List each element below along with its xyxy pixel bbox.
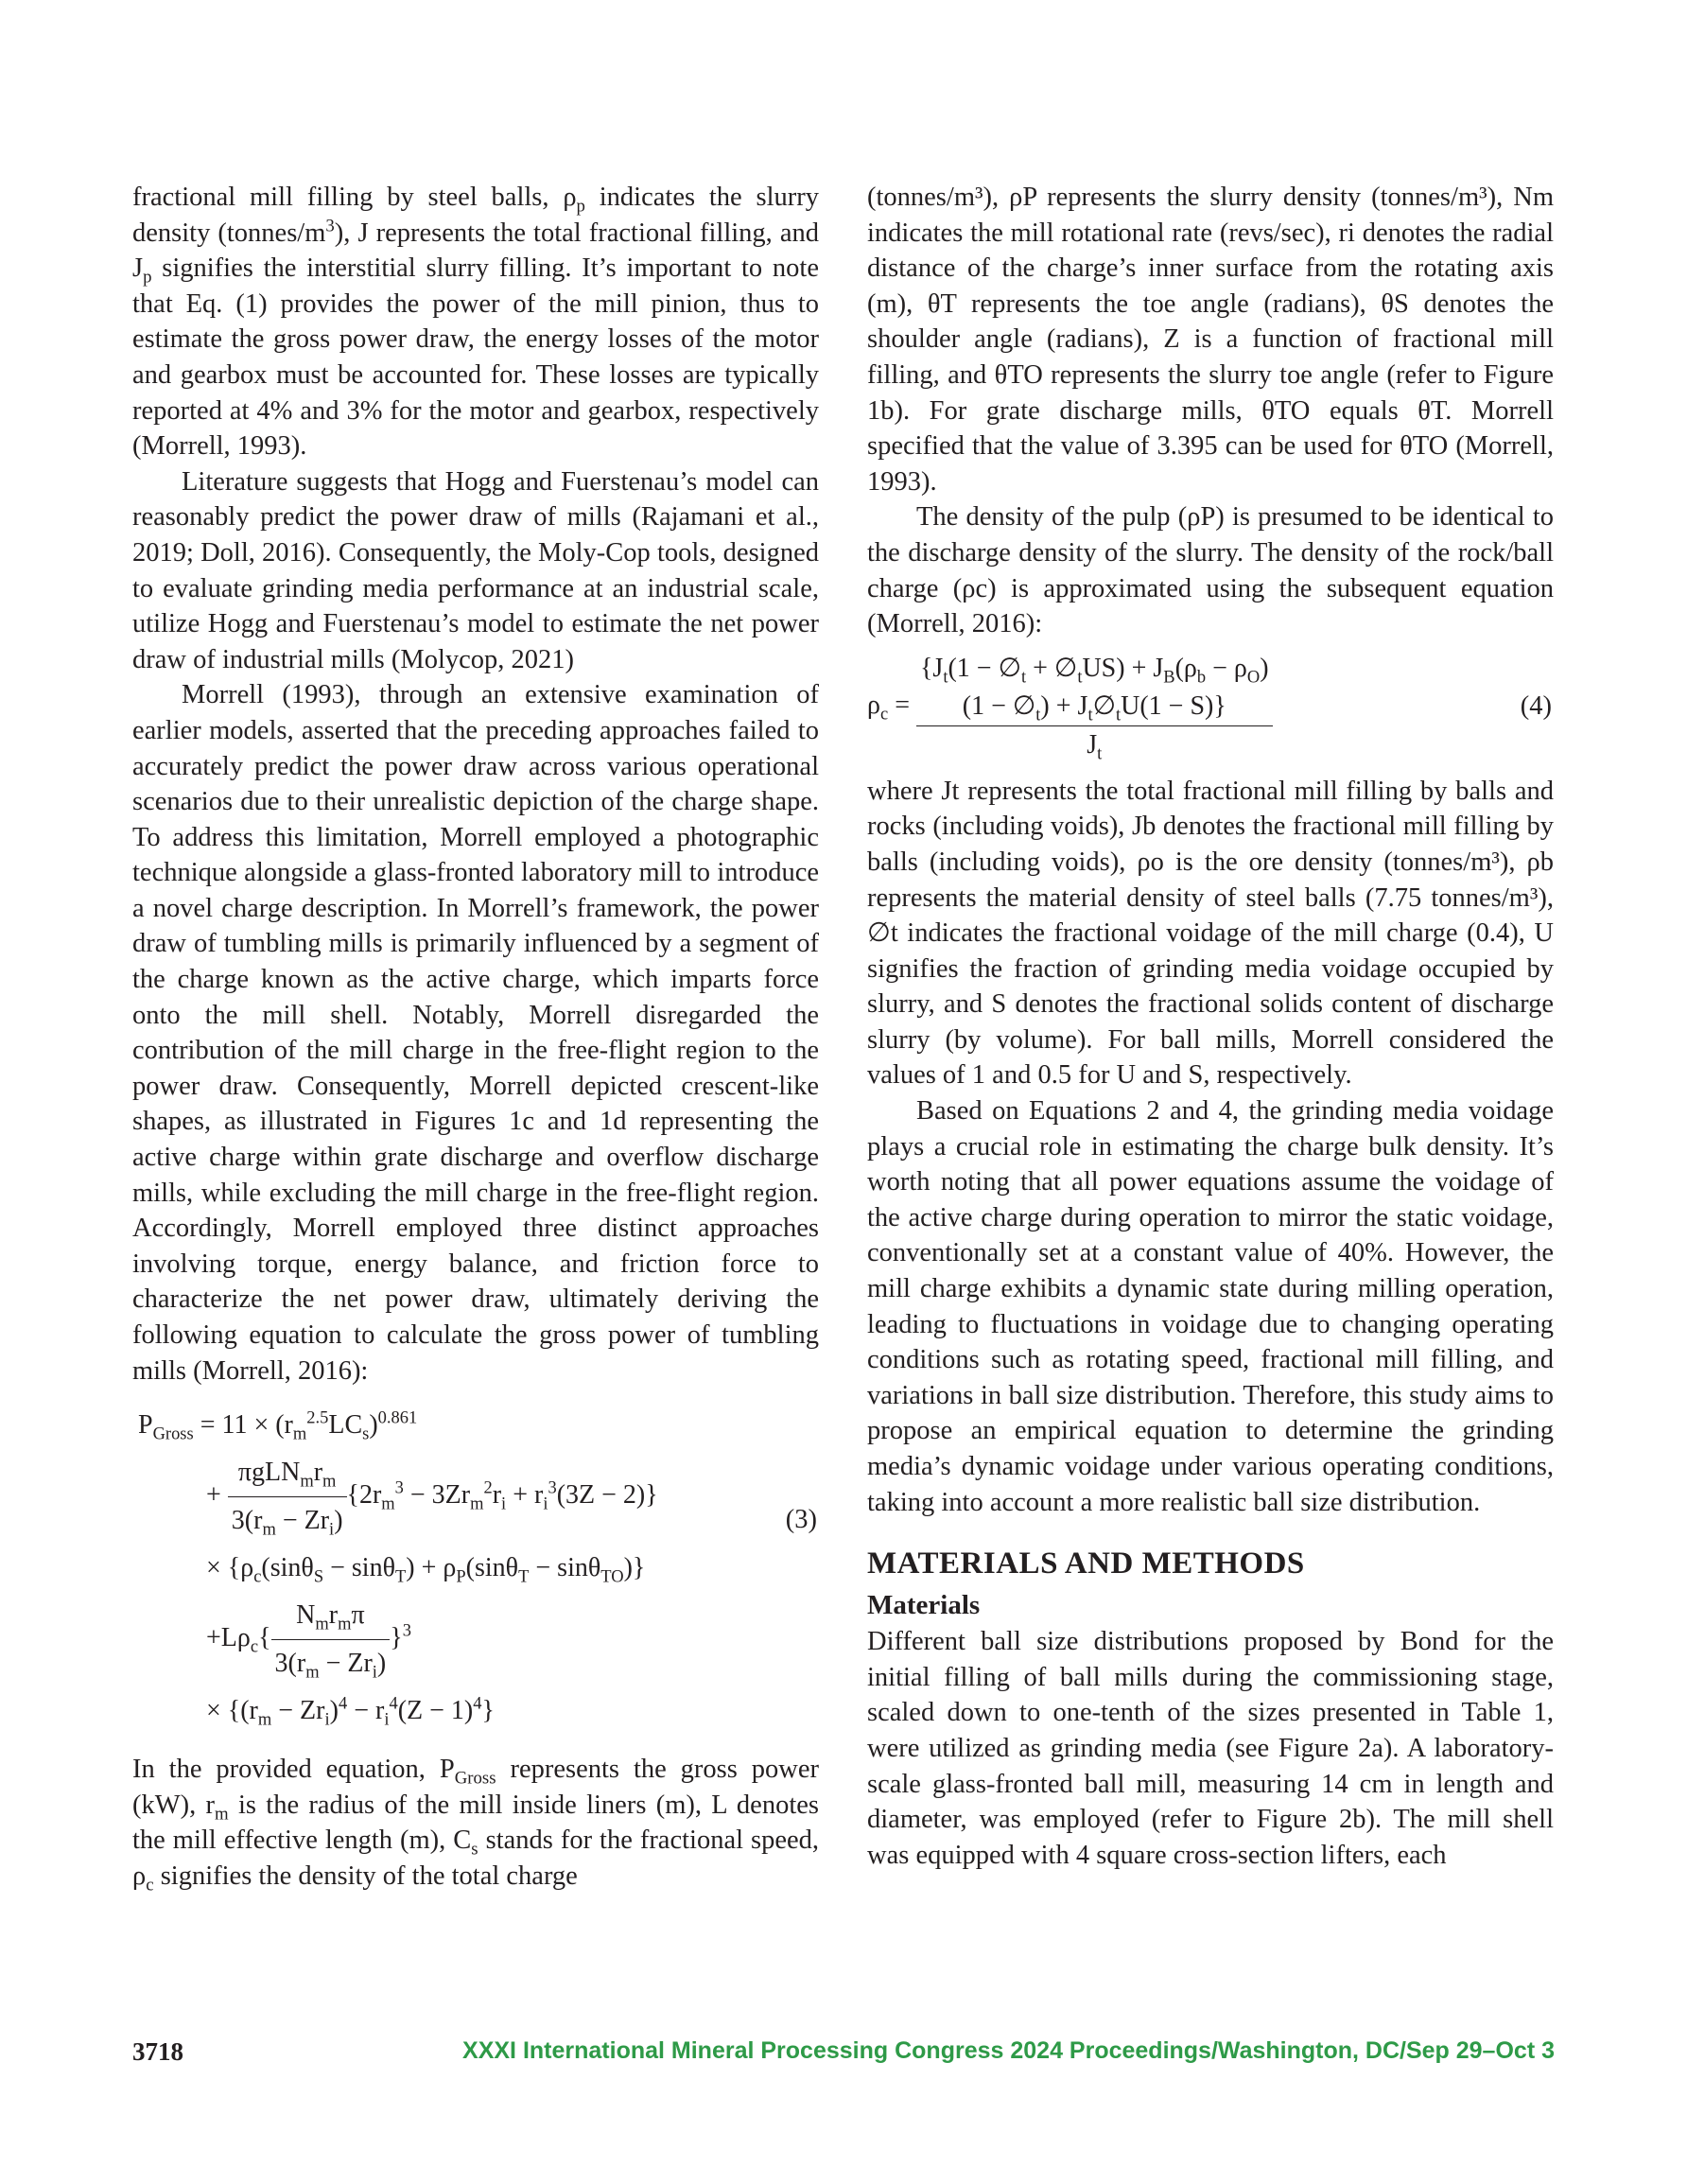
paragraph: fractional mill filling by steel balls, $\rho_p$ indicates the slurry density $(tonnes/m^3)$, J represents the total fractional filling, and $J_p$ signifies the interstitial slurry filling. It’s important to note that Eq. (1) provides the power of the mill pinion, thus to estimate the gross power draw, the energy losses of the motor and gearbox must be accounted for. These losses are typically reported at 4% and 3% for the motor and gearbox, respectively (Morrell, 1993). bbox=[132, 183, 819, 462]
paragraph: In the provided equation, $P_{Gross}$ represents the gross power (kW), $r_m$ is the radius of the mill inside liners (m), L denotes the mill effective length (m), $C_s$ stands for the fractional speed, $\rho_c$ signifies the density of the total charge bbox=[132, 1755, 820, 1896]
paragraph: Literature suggests that Hogg and Fuerstenau’s model can reasonably predict the power draw of mills (Rajamani et al., 2019; Doll, 2016). Consequently, the Moly-Cop tools, designed to evaluate grinding media performance at an industrial scale, utilize Hogg and Fuerstenau’s model to estimate the net power draw of industrial mills (Molycop, 2021) bbox=[132, 466, 819, 674]
paragraph: Morrell (1993), through an extensive examination of earlier models, asserted that the preceding approaches failed to accurately predict the power draw across various operational scenarios due to their unrealistic depiction of the charge shape. To address this limitation, Morrell employed a photographic technique alongside a glass-fronted laboratory mill to introduce a novel charge description. In Morrell’s framework, the power draw of tumbling mills is primarily influenced by a segment of the charge known as the active charge, which imparts force onto the mill shell. Notably, Morrell disregarded the contribution of the mill charge in the free-flight region to the power draw. Consequently, Morrell depicted crescent-like shapes, as illustrated in Figures 1c and 1d representing the active charge within grate discharge and overflow discharge mills, while excluding the mill charge in the free-flight region. Accordingly, Morrell employed three distinct approaches involving torque, energy balance, and friction force to characterize the net power draw, ultimately deriving the following equation to calculate the gross power of tumbling mills (Morrell, 2016): bbox=[132, 680, 819, 1386]
equation-4: $\rho_c$ = {$J_t(1$ − $\emptyset_t$ + $\emptyset_tUS) + J_B(\rho_b - \rho_O)$ $(1 - \emptyset_t)$ + $J_t\emptyset_tU(1 - S)$} $J_t$ (4) bbox=[867, 650, 1554, 764]
left-column bbox=[132, 180, 819, 1895]
equation-number: (3) bbox=[785, 1505, 817, 1535]
equation-3: $P_{Gross} = 11 \times (r_m^{2.5}LC_s)^{0.861}$ + $\frac{\pi gLN_mr_m}{3(r_m - Zr_i)}$ $\{2r_m^3 - 3Zr_m^2r_i + r_i^3(3Z - 2)\}$ × $\{\rho_c(\sin\theta_S - \sin\theta_T) + \rho_P(\sin\theta_T - \sin\theta_{TO})\}$ $+L\rho_c${ $\frac{N_mr_m\pi}{3(r_m - Zr_i)}$ }$^3$ × $\{(r_m - Zr_i)^4 - r_i^4(Z - 1)^4\}$ (3) bbox=[138, 1407, 817, 1729]
paragraph: The density of the pulp (ρP) is presumed to be identical to the discharge density of the slurry. The density of the rock/ball charge (ρc) is approximated using the subsequent equation (Morrell, 2016): bbox=[867, 502, 1554, 639]
paragraph: (tonnes/m³), ρP represents the slurry density (tonnes/m³), Nm indicates the mill rotational rate (revs/sec), ri denotes the radial distance of the charge’s inner surface from the rotating axis (m), θT represents the toe angle (radians), θS denotes the shoulder angle (radians), Z is a function of fractional mill filling, and θTO represents the slurry toe angle (refer to Figure 1b). For grate discharge mills, θTO equals θT. Morrell specified that the value of 3.395 can be used for θTO (Morrell, 1993). bbox=[867, 183, 1554, 497]
right-column bbox=[867, 180, 1554, 1873]
paragraph: Based on Equations 2 and 4, the grinding media voidage plays a crucial role in estimating the charge bulk density. It’s worth noting that all power equations assume the voidage of the active charge during operation to mirror the static voidage, conventionally set at a constant value of 40%. However, the mill charge exhibits a dynamic state during milling operation, leading to fluctuations in voidage due to changing operating conditions such as rotating speed, fractional mill filling, and variations in ball size distribution. Therefore, this study aims to propose an empirical equation to determine the grinding media’s dynamic voidage under various operating conditions, taking into account a more realistic ball size distribution. bbox=[867, 1096, 1554, 1517]
section-heading: MATERIALS AND METHODS bbox=[867, 1546, 1305, 1581]
page-number: 3718 bbox=[132, 2037, 183, 2066]
subsection-heading: Materials bbox=[867, 1590, 981, 1621]
paragraph: Different ball size distributions proposed by Bond for the initial filling of ball mills during the commissioning stage, scaled down to one-tenth of the sizes presented in Table 1, were utilized as grinding media (see Figure 2a). A laboratory-scale glass-fronted ball mill, measuring 14 cm in length and diameter, was employed (refer to Figure 2b). The mill shell was equipped with 4 square cross-section lifters, each bbox=[867, 1627, 1554, 1870]
equation-number: (4) bbox=[1520, 690, 1552, 721]
conference-footer: XXXI International Mineral Processing Congress 2024 Proceedings/Washington, DC/Sep 29–Oct 3 bbox=[462, 2037, 1555, 2064]
paragraph: where Jt represents the total fractional mill filling by balls and rocks (including voids), Jb denotes the fractional mill filling by balls (including voids), ρo is the ore density (tonnes/m³), ρb represents the material density of steel balls (7.75 tonnes/m³), ∅t indicates the fractional voidage of the mill charge (0.4), U signifies the fraction of grinding media voidage occupied by slurry, and S denotes the fractional solids content of discharge slurry (by volume). For ball mills, Morrell considered the values of 1 and 0.5 for U and S, respectively. bbox=[867, 776, 1554, 1091]
